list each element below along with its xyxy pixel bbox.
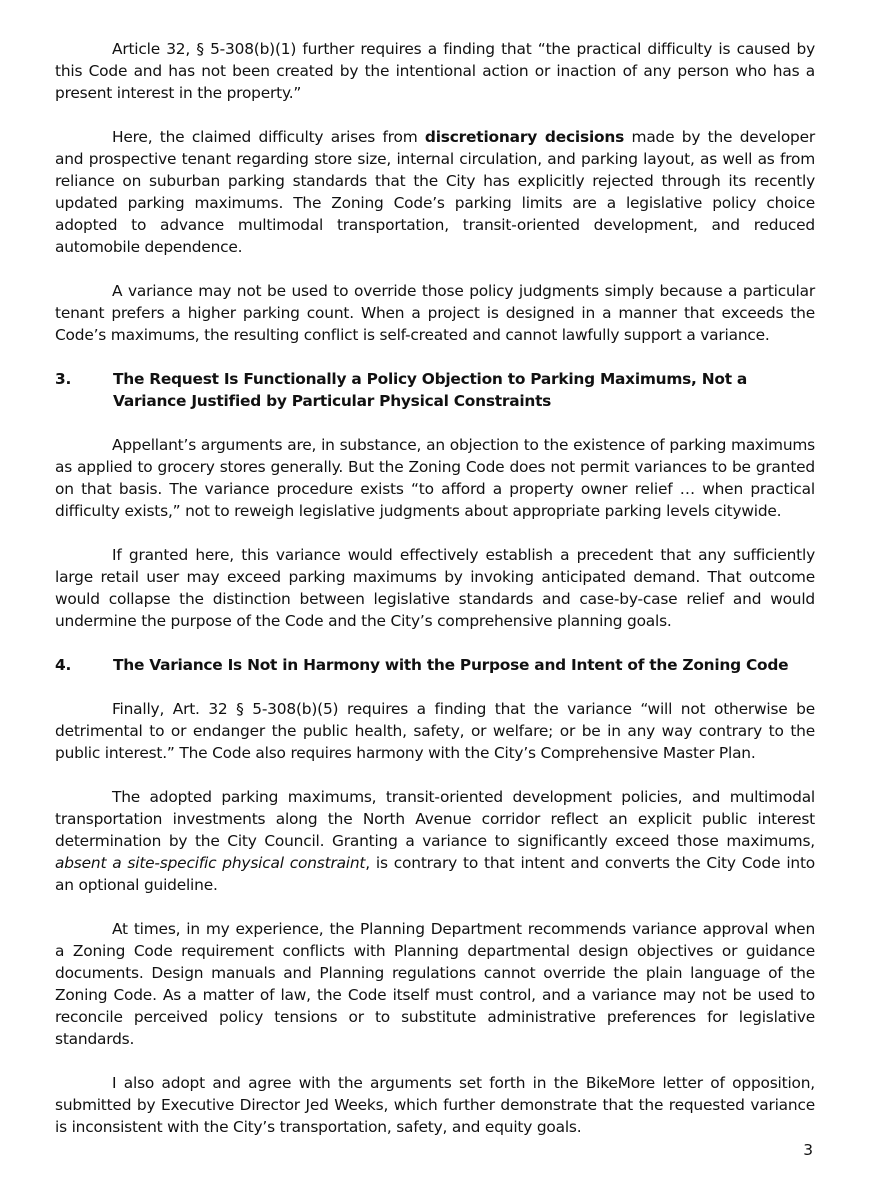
- paragraph-public-interest: [55, 786, 815, 896]
- italic-phrase: absent a site-specific physical constraint: [55, 854, 366, 872]
- section-title: The Variance Is Not in Harmony with the Purpose and Intent of the Zoning Code: [113, 656, 789, 674]
- section-title: The Request Is Functionally a Policy Objection to Parking Maximums, Not a Variance Justified by Particular Physical Constraints: [113, 370, 748, 410]
- paragraph-policy-judgments: A variance may not be used to override those policy judgments simply because a particular tenant prefers a higher parking count. When a project is designed in a manner that exceeds the Code’s maximums, the resulting conflict is self-created and cannot lawfully support a variance.: [55, 282, 815, 344]
- section-heading-4: [55, 654, 815, 676]
- paragraph-precedent: If granted here, this variance would effectively establish a precedent that any sufficiently large retail user may exceed parking maximums by invoking anticipated demand. That outcome would collapse the distinction between legislative standards and case-by-case relief and would undermine the purpose of the Code and the City’s comprehensive planning goals.: [55, 546, 815, 630]
- paragraph-article-32-b5: Finally, Art. 32 § 5-308(b)(5) requires a finding that the variance “will not otherwise be detrimental to or endanger the public health, safety, or welfare; or be in any way contrary to the public interest.” The Code also requires harmony with the City’s Comprehensive Master Plan.: [55, 700, 815, 762]
- document-page: [55, 38, 815, 1160]
- section-number: 4.: [55, 656, 72, 674]
- paragraph-text: made by the developer and prospective tenant regarding store size, internal circulation, and parking layout, as well as from reliance on suburban parking standards that the City has explicitly rejected through its recently updated parking maximums. The Zoning Code’s parking limits are a legislative policy choice adopted to advance multimodal transportation, transit-oriented development, and reduced automobile dependence.: [55, 128, 815, 256]
- paragraph-bikemore-letter: I also adopt and agree with the arguments set forth in the BikeMore letter of opposition, submitted by Executive Director Jed Weeks, which further demonstrate that the requested variance is inconsistent with the City’s transportation, safety, and equity goals.: [55, 1074, 815, 1136]
- page-number: 3: [803, 1141, 813, 1159]
- section-heading-3: [55, 368, 815, 412]
- bold-phrase: discretionary decisions: [424, 128, 625, 146]
- paragraph-claimed-difficulty: [55, 126, 815, 258]
- paragraph-text: The adopted parking maximums, transit-oriented development policies, and multimodal transportation investments along the North Avenue corridor reflect an explicit public interest determination by the City Council. Granting a variance to significantly exceed those maximums,: [55, 788, 815, 850]
- paragraph-text: Here, the claimed difficulty arises from: [112, 128, 425, 146]
- paragraph-appellant-arguments: Appellant’s arguments are, in substance, an objection to the existence of parking maximums as applied to grocery stores generally. But the Zoning Code does not permit variances to be granted on that basis. The variance procedure exists “to afford a property owner relief … when practical difficulty exists,” not to reweigh legislative judgments about appropriate parking levels citywide.: [55, 436, 815, 520]
- paragraph-text: , is contrary to that intent and converts the City Code into an optional guideline.: [55, 854, 816, 894]
- paragraph-article-32-b1: Article 32, § 5-308(b)(1) further requires a finding that “the practical difficulty is caused by this Code and has not been created by the intentional action or inaction of any person who has a present interest in the property.”: [55, 40, 815, 102]
- section-number: 3.: [55, 370, 72, 388]
- paragraph-planning-department: At times, in my experience, the Planning Department recommends variance approval when a Zoning Code requirement conflicts with Planning departmental design objectives or guidance documents. Design manuals and Planning regulations cannot override the plain language of the Zoning Code. As a matter of law, the Code itself must control, and a variance may not be used to reconcile perceived policy tensions or to substitute administrative preferences for legislative standards.: [55, 920, 815, 1048]
